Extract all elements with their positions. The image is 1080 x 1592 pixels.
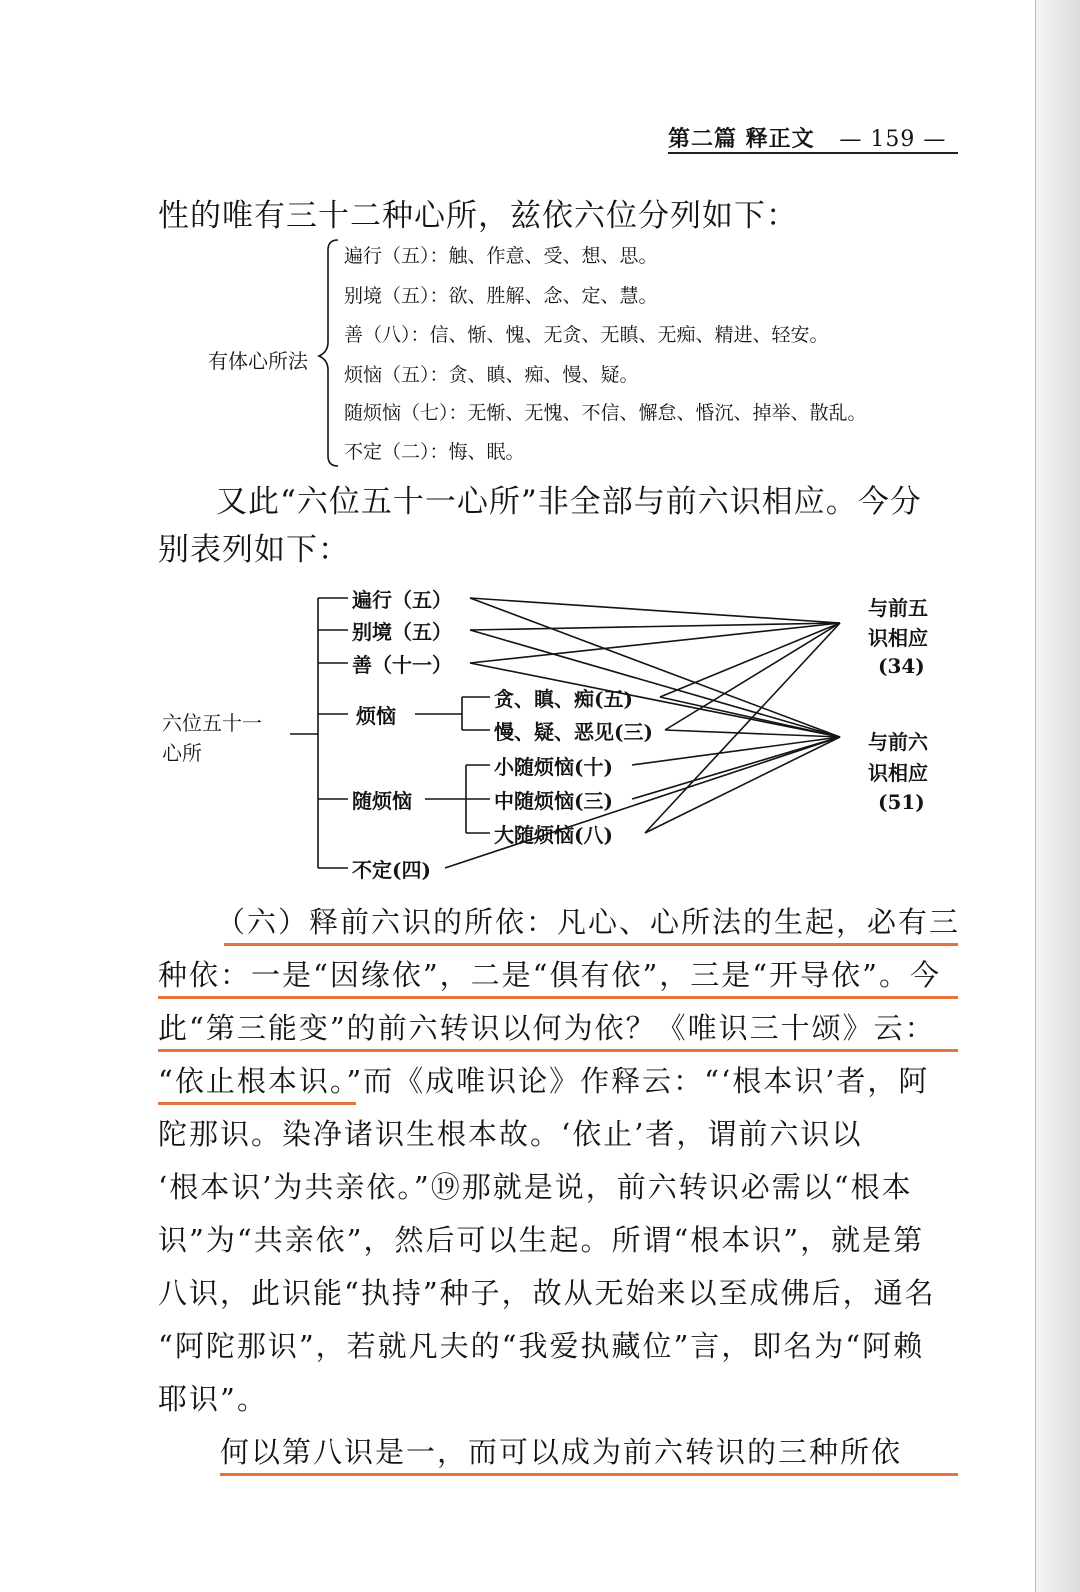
- table-item: 烦恼（五）：贪、瞋、痴、慢、疑。: [344, 364, 639, 386]
- body-line: 种依：一是“因缘依”，二是“俱有依”，三是“开导依”。今: [158, 958, 941, 992]
- body-line: 陀那识。染净诸识生根本故。‘依止’者，谓前六识以: [158, 1117, 863, 1151]
- body-line: 八识，此识能“执持”种子，故从无始来以至成佛后，通名: [158, 1276, 936, 1310]
- intro-line: 性的唯有三十二种心所，兹依六位分列如下：: [158, 198, 798, 234]
- diagram-secondary: 中随烦恼(三): [494, 789, 613, 813]
- link-zhong-six: [632, 737, 840, 799]
- table-item: 善（八）：信、惭、愧、无贪、无瞋、无痴、精进、轻安。: [344, 324, 829, 346]
- diagram-category: 烦恼: [356, 704, 396, 728]
- body-line: （六）释前六识的所依：凡心、心所法的生起，必有三: [216, 905, 961, 939]
- link-tan-five: [660, 623, 840, 697]
- table-label: 有体心所法: [208, 349, 308, 373]
- header-title: 第二篇 释正文: [668, 126, 815, 152]
- target-six-line2: 识相应: [868, 761, 928, 785]
- target-six-line3: (51): [878, 790, 925, 814]
- diagram-root-line2: 心所: [162, 741, 202, 765]
- para1-line2: 别表列如下：: [158, 532, 350, 568]
- diagram-affliction: 慢、疑、恶见(三): [494, 720, 653, 744]
- target-five-line1: 与前五: [868, 596, 928, 620]
- diagram-category: 遍行（五）: [352, 588, 452, 612]
- link-da-six: [645, 737, 840, 833]
- highlight-underline: [224, 943, 958, 946]
- page-number: — 159 —: [839, 127, 947, 152]
- table-item: 遍行（五）：触、作意、受、想、思。: [344, 245, 658, 267]
- table-item: 不定（二）：悔、眠。: [344, 441, 525, 463]
- body-line: 此“第三能变”的前六转识以何为依？《唯识三十颂》云：: [158, 1011, 936, 1045]
- diagram-secondary: 大随烦恼(八): [494, 823, 613, 847]
- table-item: 随烦恼（七）：无惭、无愧、不信、懈怠、惛沉、掉举、散乱。: [344, 402, 867, 424]
- diagram-root-line1: 六位五十一: [162, 711, 262, 735]
- body-line: “阿陀那识”，若就凡夫的“我爱执藏位”言，即名为“阿赖: [158, 1329, 925, 1363]
- body-line: ‘根本识’为共亲依。”⑲那就是说，前六转识必需以“根本: [158, 1170, 913, 1204]
- diagram-category: 随烦恼: [352, 789, 412, 813]
- highlight-underline: [220, 1473, 958, 1476]
- body-line: “依止根本识。”而《成唯识论》作释云：“‘根本识’者，阿: [158, 1064, 930, 1098]
- diagram-affliction: 贪、瞋、痴(五): [494, 687, 633, 711]
- target-six-line1: 与前六: [868, 730, 928, 754]
- highlight-underline: [158, 1102, 356, 1105]
- diagram-category: 不定(四): [352, 858, 431, 882]
- body-line: 何以第八识是一，而可以成为前六转识的三种所依: [220, 1435, 903, 1469]
- table-item: 别境（五）：欲、胜解、念、定、慧。: [344, 285, 658, 307]
- body-line: 耶识”。: [158, 1382, 268, 1416]
- link-xiao-six: [632, 737, 840, 765]
- diagram-secondary: 小随烦恼(十): [494, 755, 613, 779]
- target-five-line2: 识相应: [868, 626, 928, 650]
- highlight-underline: [158, 1049, 958, 1052]
- para1-line1: 又此“六位五十一心所”非全部与前六识相应。今分: [216, 484, 922, 520]
- highlight-underline: [158, 996, 958, 999]
- diagram-category: 别境（五）: [352, 620, 452, 644]
- diagram-category: 善（十一）: [352, 653, 452, 677]
- target-five-line3: (34): [878, 654, 925, 678]
- body-line: 识”为“共亲依”，然后可以生起。所谓“根本识”，就是第: [158, 1223, 925, 1257]
